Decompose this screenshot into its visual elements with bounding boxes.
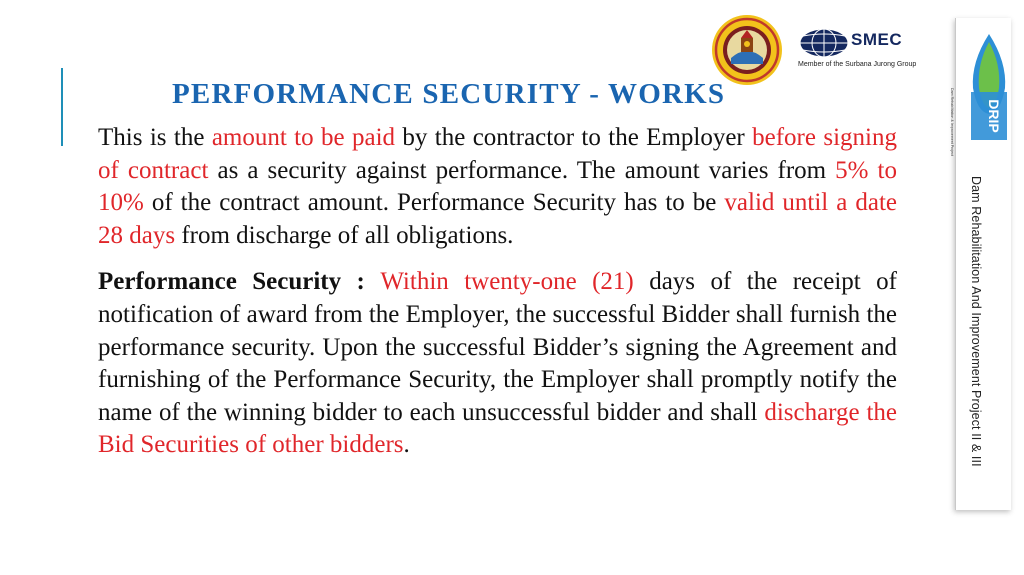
smec-tagline: Member of the Surbana Jurong Group (798, 61, 917, 68)
highlight-text: before signing of contract (98, 124, 897, 184)
body-text-run: as a security against performance. The amount varies from (208, 156, 836, 184)
government-seal-icon (711, 14, 783, 86)
slide-title: PERFORMANCE SECURITY - WORKS (172, 78, 726, 110)
globe-icon (798, 28, 850, 58)
accent-bar (61, 68, 63, 146)
body-text-run: from discharge of all obligations. (175, 221, 514, 249)
side-panel-edge (955, 18, 956, 510)
body-text-run: days of the receipt of notification of award from the Employer, the successful Bidder shall furnish the performance security. Upon the successful Bidder’s signing the Agreement and furnishing of the Performance Security, the Employer shall promptly notify the name of the winning bidder to each unsuccessful bidder and shall (98, 268, 897, 426)
body-text-run: . (403, 431, 410, 459)
slide-body (98, 122, 897, 462)
body-text-run: This is the (98, 124, 212, 151)
body-text-run: by the contractor to the Employer (395, 124, 753, 151)
body-text-run: of the contract amount. Performance Security has to be (143, 189, 725, 217)
smec-logo (798, 28, 916, 76)
highlight-text: 5% to 10% (98, 156, 897, 217)
highlight-text: amount to be paid (211, 124, 396, 151)
project-caption: Dam Rehabilitation And Improvement Project II & III (969, 176, 983, 467)
smec-wordmark: SMEC (851, 30, 903, 49)
paragraph-definition (98, 122, 897, 252)
highlight-text: discharge the Bid Securities of other bidders (98, 398, 897, 459)
bold-label: Performance Security : (98, 268, 381, 296)
paragraph-performance-security (98, 266, 897, 462)
drip-wordmark: DRIP (986, 99, 1002, 133)
drip-logo-icon (967, 32, 1011, 142)
drip-subtitle: Dam Rehabilitation & Improvement Project (950, 88, 954, 156)
highlight-text: Within twenty-one (21) (380, 268, 634, 296)
highlight-text: valid until a date 28 days (98, 189, 897, 249)
